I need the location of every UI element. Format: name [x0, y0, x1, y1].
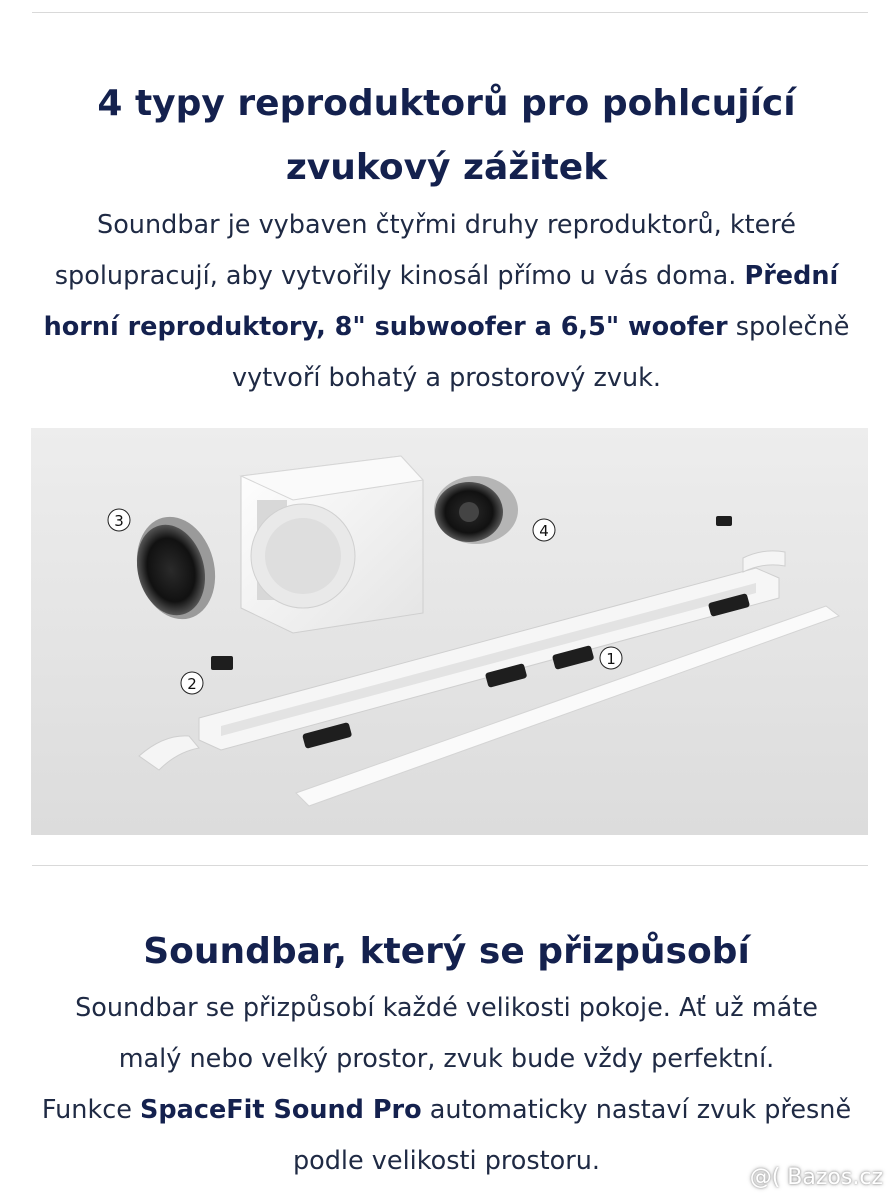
callout-4	[533, 519, 555, 541]
section2-text-1: Soundbar se přizpůsobí každé velikosti pokoje. Ať už máte	[75, 993, 818, 1023]
section2-paragraph	[18, 983, 875, 1187]
subwoofer-cube	[241, 456, 423, 633]
section-divider	[32, 865, 868, 866]
callout-3	[108, 509, 130, 531]
svg-text:1: 1	[606, 650, 616, 668]
soundbar-exploded-view-image	[31, 428, 868, 835]
svg-text:3: 3	[114, 512, 124, 530]
section1-title	[20, 72, 873, 200]
section1-text-3: společně	[735, 312, 850, 342]
section1-title-line1: 4 typy reproduktorů pro pohlcující	[97, 83, 796, 124]
svg-text:2: 2	[187, 675, 197, 693]
callout-1	[600, 647, 622, 669]
spacefit-feature-name: SpaceFit Sound Pro	[140, 1095, 422, 1125]
top-divider	[32, 12, 868, 13]
section1-bold-1: Přední	[744, 261, 839, 291]
section1-bold-2: horní reproduktory, 8" subwoofer a 6,5" woofer	[43, 312, 728, 342]
svg-text:4: 4	[539, 522, 549, 540]
section2-text-3-suffix: automaticky nastaví zvuk přesně	[429, 1095, 852, 1125]
section2-text-2: malý nebo velký prostor, zvuk bude vždy perfektní.	[118, 1044, 775, 1074]
section1-paragraph	[18, 200, 875, 404]
section2-text-4: podle velikosti prostoru.	[292, 1146, 601, 1176]
section1-text-4: vytvoří bohatý a prostorový zvuk.	[232, 363, 661, 393]
woofer-4	[434, 476, 518, 544]
section2-text-3-prefix: Funkce	[41, 1095, 132, 1125]
bazos-watermark: @( Bazos.cz	[749, 1165, 883, 1190]
section2-title: Soundbar, který se přizpůsobí	[143, 931, 750, 972]
section1-text-2: spolupracují, aby vytvořily kinosál přímo u vás doma.	[54, 261, 737, 291]
section1-title-line2: zvukový zážitek	[285, 147, 608, 188]
section1-text-1: Soundbar je vybaven čtyřmi druhy reproduktorů, které	[97, 210, 796, 240]
callout-2	[181, 672, 203, 694]
